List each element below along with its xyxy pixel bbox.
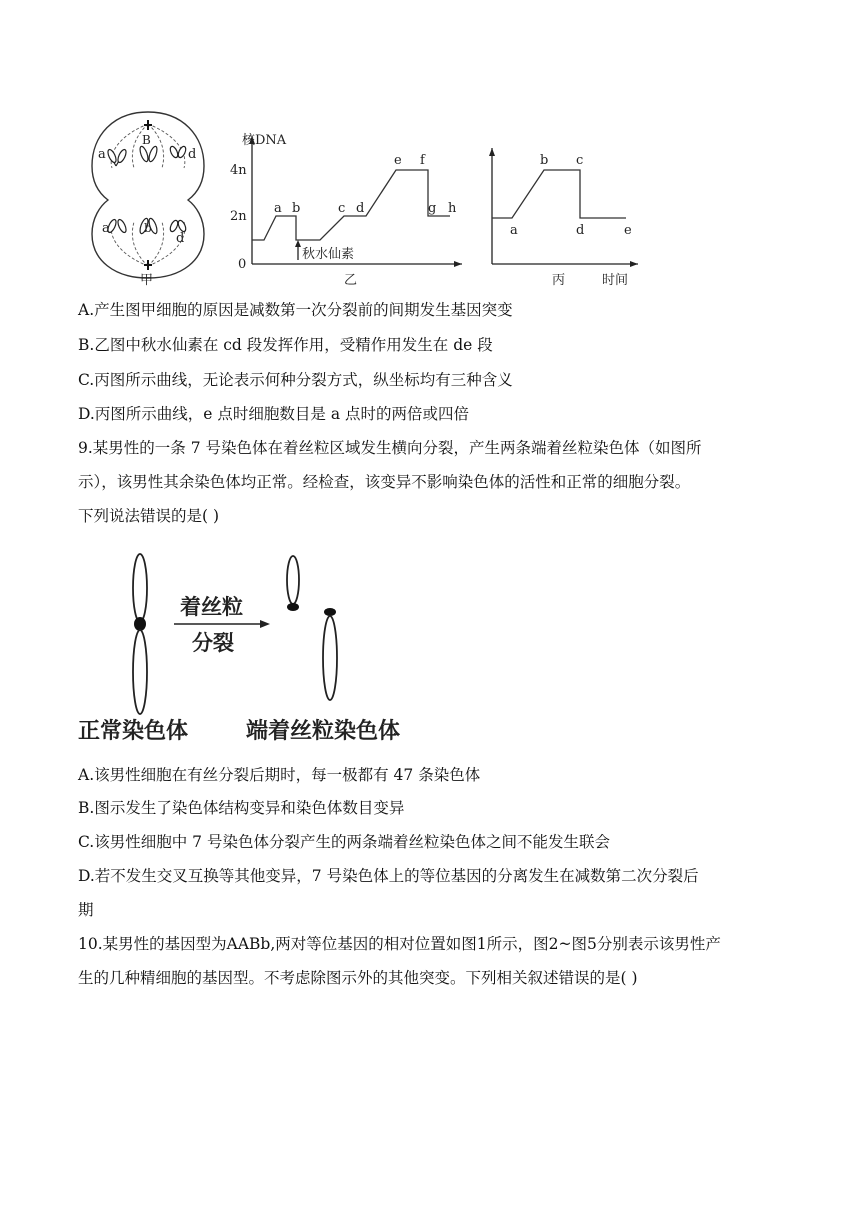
q9-stem-line-2: 示），该男性其余染色体均正常。经检查，该变异不影响染色体的活性和正常的细胞分裂。 xyxy=(78,473,691,491)
caption-telocentric-chromosome: 端着丝粒染色体 xyxy=(246,719,401,744)
q8-option-d: D.丙图所示曲线，e 点时细胞数目是 a 点时的两倍或四倍 xyxy=(78,405,469,423)
graph-bing xyxy=(489,148,638,288)
q9-option-d-line-1: D.若不发生交叉互换等其他变异，7 号染色体上的等位基因的分离发生在减数第二次分裂后 xyxy=(78,867,699,885)
q9-stem-line-3: 下列说法错误的是( ) xyxy=(78,507,220,525)
figure-chromosome-split xyxy=(100,550,380,720)
arrow-label-bottom: 分裂 xyxy=(192,630,234,655)
bing-point-b: b xyxy=(540,153,549,168)
ylabel-yi: 核DNA xyxy=(242,133,287,148)
q10-stem-line-1: 10.某男性的基因型为AABb,两对等位基因的相对位置如图1所示，图2~图5分别表示该男性产 xyxy=(78,935,721,953)
caption-jia: 甲 xyxy=(140,273,154,288)
arrow-label-top: 着丝粒 xyxy=(180,594,243,619)
label-jia-d-bottom: d xyxy=(176,231,185,246)
bing-point-e: e xyxy=(624,223,632,238)
yi-point-a: a xyxy=(274,201,282,216)
label-jia-a-bottom: a xyxy=(102,221,110,236)
normal-chromosome-upper-arm xyxy=(133,554,147,622)
q9-option-b: B.图示发生了染色体结构变异和染色体数目变异 xyxy=(78,799,405,817)
caption-normal-chromosome: 正常染色体 xyxy=(78,719,189,744)
ytick-0: 0 xyxy=(238,257,247,272)
q8-option-c: C.丙图所示曲线，无论表示何种分裂方式，纵坐标均有三种含义 xyxy=(78,371,513,389)
label-jia-a-top: a xyxy=(98,147,106,162)
normal-chromosome-lower-arm xyxy=(133,630,147,714)
q9-option-c: C.该男性细胞中 7 号染色体分裂产生的两条端着丝粒染色体之间不能发生联会 xyxy=(78,833,610,851)
label-jia-b: b xyxy=(144,221,152,235)
ytick-2n: 2n xyxy=(230,209,247,224)
q8-option-b: B.乙图中秋水仙素在 cd 段发挥作用，受精作用发生在 de 段 xyxy=(78,336,493,354)
caption-bing: 丙 xyxy=(552,273,566,288)
label-jia-d-top: d xyxy=(188,147,197,162)
yi-point-e: e xyxy=(394,153,402,168)
annotation-qiushuixianshu: 秋水仙素 xyxy=(302,247,355,262)
q9-option-a: A.该男性细胞在有丝分裂后期时，每一极都有 47 条染色体 xyxy=(78,766,481,784)
yi-point-d: d xyxy=(356,201,365,216)
graph-yi xyxy=(230,132,462,288)
label-jia-B: B xyxy=(142,133,151,147)
cell-jia-diagram xyxy=(92,112,204,288)
yi-point-f: f xyxy=(420,153,425,168)
q9-stem-line-1: 9.某男性的一条 7 号染色体在着丝粒区域发生横向分裂，产生两条端着丝粒染色体（如图所 xyxy=(78,439,702,457)
yi-point-g: g xyxy=(428,201,437,216)
bing-point-c: c xyxy=(576,153,584,168)
bing-point-d: d xyxy=(576,223,585,238)
centromere xyxy=(134,617,146,631)
telocentric-chromosome-short xyxy=(287,556,299,604)
caption-yi: 乙 xyxy=(344,273,358,288)
q9-option-d-line-2: 期 xyxy=(78,901,94,919)
xlabel-shijian: 时间 xyxy=(602,273,629,288)
q10-stem-line-2: 生的几种精细胞的基因型。不考虑除图示外的其他突变。下列相关叙述错误的是( ) xyxy=(78,969,638,987)
q8-option-a: A.产生图甲细胞的原因是减数第一次分裂前的间期发生基因突变 xyxy=(78,301,513,319)
ytick-4n: 4n xyxy=(230,163,247,178)
yi-point-b: b xyxy=(292,201,301,216)
yi-point-c: c xyxy=(338,201,346,216)
bing-point-a: a xyxy=(510,223,518,238)
figure-jia-yi-bing xyxy=(78,108,648,288)
yi-point-h: h xyxy=(448,201,457,216)
telocentric-chromosome-long xyxy=(323,616,337,700)
